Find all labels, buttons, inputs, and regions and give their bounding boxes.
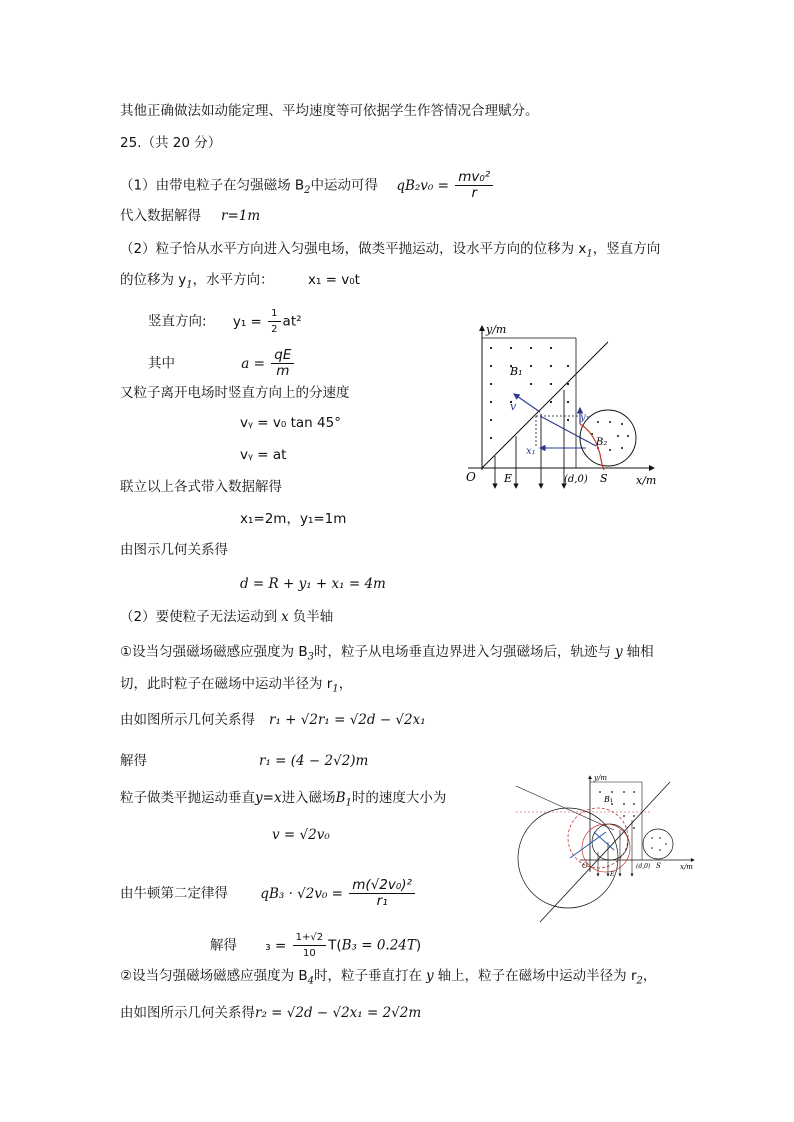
vertical-motion: 竖直方向: y₁ = $\frac{1}{2}$ at² [148, 308, 302, 335]
b3-result: 解得 ₃ = $\frac{1+√2}{10}$ T(B₃ = 0.24T) [210, 932, 422, 959]
combine-text: 联立以上各式带入数据解得 [120, 479, 282, 495]
svg-text:S: S [656, 862, 661, 870]
v-result: v = √2v₀ [272, 827, 330, 843]
x1-y1-result: x₁=2m，y₁=1m [240, 511, 347, 527]
svg-text:x₁: x₁ [526, 446, 536, 457]
velocity-arrow [514, 394, 540, 412]
vy-tan: vᵧ = v₀ tan 45° [240, 415, 341, 431]
figure-field-diagram [458, 320, 664, 495]
svg-text:O: O [582, 862, 588, 870]
acceleration: 其中 a = $\frac{qE}{m}$ [148, 348, 296, 379]
svg-text:O: O [466, 470, 476, 484]
svg-text:x/m: x/m [636, 474, 657, 487]
svg-text:S: S [600, 472, 608, 485]
case1-geometry: 由如图所示几何关系得 r₁ + √2r₁ = √2d − √2x₁ [120, 712, 426, 728]
case2-geometry: 由如图所示几何关系得r₂ = √2d − √2x₁ = 2√2m [120, 1005, 422, 1021]
part2-statement-cont: 的位移为 $y_1$，水平方向： x₁ = v₀t [120, 272, 360, 291]
svg-text:y/m: y/m [594, 774, 607, 782]
vy-at: vᵧ = at [240, 447, 287, 463]
part2-statement: （2）粒子恰从水平方向进入匀强电场，做类平抛运动，设水平方向的位移为 $x_1$，竖直方向 [120, 241, 661, 260]
part1-result: 代入数据解得 r=1m [120, 208, 261, 224]
case1-statement-cont: 切，此时粒子在磁场中运动半径为 $r_1$， [120, 676, 353, 695]
figure-trajectory-diagram [510, 772, 700, 934]
svg-text:v: v [510, 400, 517, 413]
vertical-velocity-text: 又粒子离开电场时竖直方向上的分速度 [120, 385, 350, 401]
svg-text:(d,0): (d,0) [564, 474, 588, 485]
svg-text:E: E [504, 472, 513, 485]
part1-statement: （1）由带电粒子在匀强磁场 $B_2$中运动可得 qB₂v₀ = $\frac{\text{mv₀²}}{r}$ [120, 170, 495, 201]
case1-statement: ①设当匀强磁场磁感应强度为 $B_3$时，粒子从电场垂直边界进入匀强磁场后，轨迹与 y 轴相 [120, 644, 654, 663]
entry-velocity-text: 粒子做类平抛运动垂直y=x进入磁场$B_1$时的速度大小为 [120, 790, 447, 809]
svg-text:B₁: B₁ [510, 365, 523, 378]
svg-text:E: E [610, 871, 615, 878]
line-y-equals-x [482, 342, 608, 468]
d-result: d = R + y₁ + x₁ = 4m [240, 576, 386, 592]
svg-text:x/m: x/m [680, 863, 693, 871]
part3-heading: （2）要使粒子无法运动到 x 负半轴 [120, 609, 334, 625]
svg-text:(d,0): (d,0) [636, 863, 651, 870]
svg-text:B₁: B₁ [604, 795, 614, 804]
case2-statement: ②设当匀强磁场磁感应强度为 $B_4$时，粒子垂直打在 y 轴上，粒子在磁场中运动半径为 $r_2$， [120, 968, 657, 987]
newton-law: 由牛顿第二定律得 qB₃ · √2v₀ = $\frac{\text{m(√2v₀)²}}{\text{r₁}}$ [120, 878, 417, 909]
problem-heading: 25.（共 20 分） [120, 135, 222, 151]
line-note: 其他正确做法如动能定理、平均速度等可依据学生作答情况合理赋分。 [120, 103, 539, 119]
svg-text:y₁: y₁ [580, 412, 590, 423]
r1-result: 解得 r₁ = (4 − 2√2)m [120, 753, 369, 769]
lorentz-formula: qB₂v₀ = [396, 177, 449, 194]
svg-text:B₂: B₂ [596, 437, 608, 448]
svg-text:y/m: y/m [486, 323, 507, 336]
geometry-text: 由图示几何关系得 [120, 542, 228, 558]
lorentz-fraction: $\frac{\text{mv₀²}}{r}$ [455, 170, 493, 201]
